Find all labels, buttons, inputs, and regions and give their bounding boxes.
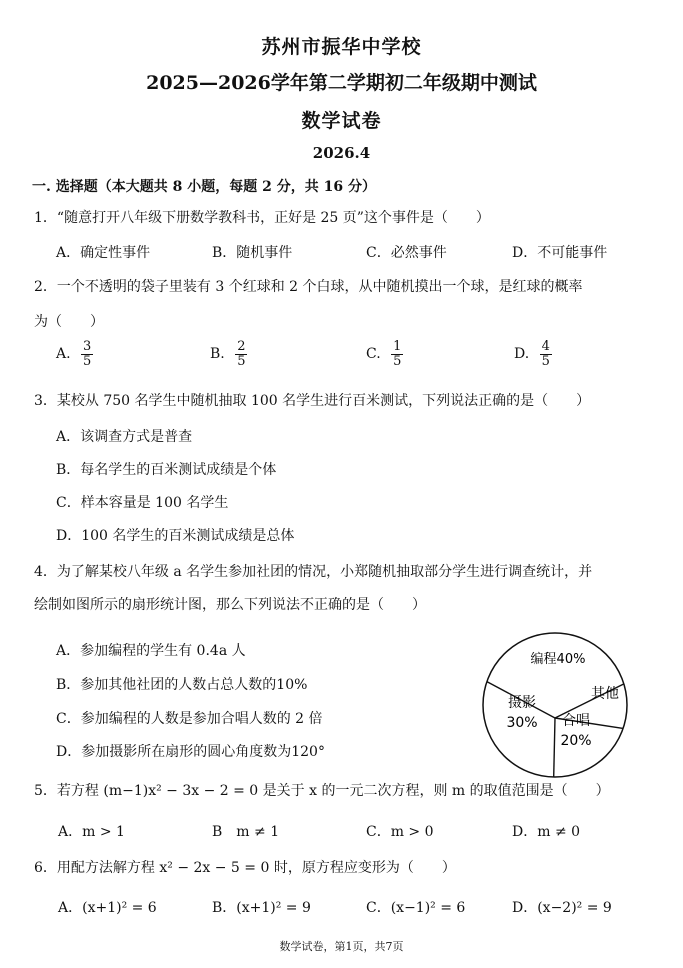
question-2-stem-line1: 2．一个不透明的袋子里装有 3 个红球和 2 个白球，从中随机摸出一个球，是红球的概率 bbox=[34, 279, 583, 295]
question-4-stem-line2: 绘制如图所示的扇形统计图，那么下列说法不正确的是（ ） bbox=[34, 597, 426, 613]
q3-option-c: C．样本容量是 100 名学生 bbox=[56, 495, 229, 511]
question-6-stem: 6．用配方法解方程 x² − 2x − 5 = 0 时，原方程应变形为（ ） bbox=[34, 860, 456, 876]
q6-option-d: D．(x−2)² = 9 bbox=[512, 900, 612, 916]
q5-option-d: D．m ≠ 0 bbox=[512, 824, 581, 840]
fraction-denominator: 5 bbox=[83, 353, 92, 369]
q1-option-d: D．不可能事件 bbox=[512, 245, 608, 261]
pie-label-programming: 编程40% bbox=[530, 652, 586, 667]
q4-option-d: D．参加摄影所在扇形的圆心角度数为120° bbox=[56, 744, 325, 760]
question-5-stem: 5．若方程 (m−1)x² − 3x − 2 = 0 是关于 x 的一元二次方程，则 m 的取值范围是（ ） bbox=[34, 783, 610, 799]
q1-option-b: B．随机事件 bbox=[212, 245, 293, 261]
fraction-denominator: 5 bbox=[237, 353, 246, 369]
q2-option-a-fraction bbox=[81, 340, 93, 368]
q2-option-d-fraction bbox=[540, 340, 552, 368]
pie-chart bbox=[480, 630, 630, 780]
question-1-stem: 1．“随意打开八年级下册数学教科书，正好是 25 页”这个事件是（ ） bbox=[34, 210, 490, 226]
q6-option-b: B．(x+1)² = 9 bbox=[212, 900, 311, 916]
fraction-numerator: 1 bbox=[393, 339, 402, 354]
q6-option-a: A．(x+1)² = 6 bbox=[58, 900, 157, 916]
q2-option-d bbox=[514, 340, 552, 368]
q2-option-b-fraction bbox=[235, 340, 247, 368]
q3-option-b: B．每名学生的百米测试成绩是个体 bbox=[56, 462, 277, 478]
q3-option-d: D．100 名学生的百米测试成绩是总体 bbox=[56, 528, 295, 544]
q2-option-a bbox=[56, 340, 93, 368]
question-3-stem: 3．某校从 750 名学生中随机抽取 100 名学生进行百米测试，下列说法正确的是（ ） bbox=[34, 393, 591, 409]
q1-option-a: A．确定性事件 bbox=[56, 245, 151, 261]
pie-label-photography: 摄影 bbox=[508, 695, 536, 711]
pie-label-choir: 合唱 bbox=[562, 713, 590, 729]
school-name: 苏州市振华中学校 bbox=[261, 36, 422, 58]
q2-option-b bbox=[210, 340, 247, 368]
page-footer: 数学试卷，第1页，共7页 bbox=[279, 940, 404, 953]
subject-title: 数学试卷 bbox=[301, 110, 382, 132]
q2-option-c-fraction bbox=[391, 340, 403, 368]
pie-label-other: 其他 bbox=[591, 686, 619, 702]
question-4-stem-line1: 4．为了解某校八年级 a 名学生参加社团的情况，小郑随机抽取部分学生进行调查统计，并 bbox=[34, 564, 593, 580]
question-2-stem-line2: 为（ ） bbox=[34, 314, 104, 330]
fraction-denominator: 5 bbox=[541, 353, 550, 369]
q2-option-c bbox=[366, 340, 403, 368]
q2-option-a-label: A. bbox=[56, 346, 71, 363]
fraction-numerator: 4 bbox=[541, 339, 550, 354]
q2-option-b-label: B. bbox=[210, 346, 225, 363]
fraction-numerator: 3 bbox=[83, 339, 92, 354]
fraction-numerator: 2 bbox=[237, 339, 246, 354]
pie-label-photography-pct: 30% bbox=[506, 715, 538, 731]
q5-option-a: A．m > 1 bbox=[58, 824, 125, 840]
q4-option-c: C．参加编程的人数是参加合唱人数的 2 倍 bbox=[56, 711, 323, 727]
q5-option-c: C．m > 0 bbox=[366, 824, 434, 840]
q4-option-a: A．参加编程的学生有 0.4a 人 bbox=[56, 643, 246, 659]
pie-label-choir-pct: 20% bbox=[560, 733, 592, 749]
q5-option-b: B m ≠ 1 bbox=[212, 824, 280, 840]
q2-option-d-label: D. bbox=[514, 346, 530, 363]
exam-title: 2025—2026学年第二学期初二年级期中测试 bbox=[146, 72, 537, 94]
q2-option-c-label: C. bbox=[366, 346, 381, 363]
exam-date: 2026.4 bbox=[312, 144, 371, 162]
q4-option-b: B．参加其他社团的人数占总人数的10% bbox=[56, 677, 308, 693]
section-heading: 一. 选择题（本大题共 8 小题，每题 2 分，共 16 分） bbox=[32, 179, 376, 195]
q1-option-c: C．必然事件 bbox=[366, 245, 447, 261]
q3-option-a: A．该调查方式是普查 bbox=[56, 429, 193, 445]
q6-option-c: C．(x−1)² = 6 bbox=[366, 900, 466, 916]
fraction-denominator: 5 bbox=[393, 353, 402, 369]
